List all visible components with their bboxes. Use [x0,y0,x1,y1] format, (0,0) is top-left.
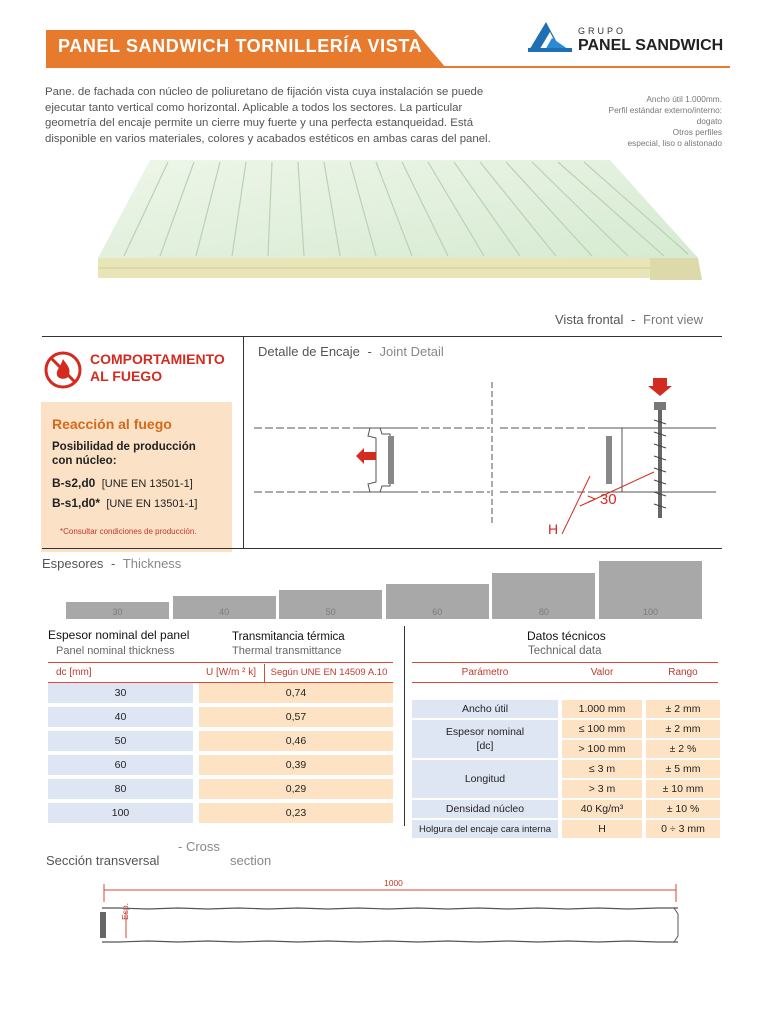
joint-dim-label: > 30 [587,491,617,508]
thickness-bar-label: 60 [432,607,443,617]
thickness-bar-label: 80 [538,607,549,617]
intro-line: disponible en varios materiales, colores y acabados estéticos en ambas caras del panel. [45,132,491,145]
intro-line: geometría del encaje permite un cierre muy fuerte y una perfecta estanqueidad. Está [45,117,474,129]
section-width-label: 1000 [384,878,403,888]
joint-detail-es: Detalle de Encaje [258,344,360,359]
thickness-es: Espesores [42,556,104,571]
table-rule [412,682,718,683]
possibility-line: Posibilidad de producción [52,441,196,453]
transmittance-norm-header: Según UNE EN 14509 A.10 [270,666,388,678]
caption-separator: - [367,344,372,359]
fire-note: *Consultar condiciones de producción. [60,527,197,536]
thickness-cell: 100 [48,803,193,823]
fire-norm: [UNE EN 13501-1] [101,478,193,490]
section-thickness-label: Esp. [120,902,130,920]
range-cell: ± 5 mm [646,760,720,778]
possibility-line: con núcleo: [52,455,117,467]
joint-detail-en: Joint Detail [379,344,444,359]
side-note: Perfil estándar externo/interno: [608,105,722,115]
value-cell: > 3 m [562,780,642,798]
range-cell: 0 ÷ 3 mm [646,820,720,838]
header-divider [264,664,265,682]
thickness-bar-label: 100 [642,607,659,617]
thickness-cell: 50 [48,731,193,751]
transmittance-col-subtitle: Thermal transmittance [232,645,342,657]
page-title: PANEL SANDWICH TORNILLERÍA VISTA [58,36,423,56]
caption-separator: - [111,556,116,571]
cross-section-drawing [88,878,692,958]
caption-separator: - [178,839,183,854]
intro-line: ejecutar tanto vertical como horizontal. Aplicable a todos los sectores. La particular [45,101,463,114]
fire-class: B-s1,d0* [52,496,101,510]
side-note: Otros perfiles [672,127,722,137]
param-cell: Ancho útil [412,700,558,718]
value-cell: H [562,820,642,838]
table-rule [412,662,718,663]
param-cell: Holgura del encaje cara interna [412,820,558,838]
range-cell: ± 2 mm [646,720,720,738]
intro-line: Pane. de fachada con núcleo de poliuretano de fijación vista cuya instalación se puede [45,86,484,98]
thickness-unit-header: dc [mm] [56,666,92,678]
value-cell: > 100 mm [562,740,642,758]
param-line: Espesor nominal [445,726,525,738]
cross-section-caption: Sección transversal [46,853,160,868]
caption-separator: - [631,312,636,327]
joint-h-label: H [548,521,559,537]
side-note: especial, liso o alistonado [627,138,722,148]
tech-data-subtitle: Technical data [528,645,602,657]
transmittance-cell: 0,57 [199,707,393,727]
value-cell: 40 Kg/m³ [562,800,642,818]
cross-section-en-bottom: section [230,853,272,868]
value-cell: ≤ 3 m [562,760,642,778]
param-cell: Longitud [412,760,558,798]
tech-data-title: Datos técnicos [527,629,606,643]
side-note: Ancho útil 1.000mm. [646,94,722,104]
param-line: [dc] [476,740,494,752]
side-note: dogato [696,116,722,126]
range-cell: ± 2 % [646,740,720,758]
value-header: Valor [590,666,614,678]
fire-norm: [UNE EN 13501-1] [106,498,198,510]
fire-title-line: COMPORTAMIENTO [90,351,225,367]
transmittance-cell: 0,23 [199,803,393,823]
range-cell: ± 10 mm [646,780,720,798]
param-header: Parámetro [461,666,509,678]
transmittance-cell: 0,46 [199,731,393,751]
thickness-col-title: Espesor nominal del panel [48,628,190,642]
range-header: Rango [668,666,698,678]
fire-title-line: AL FUEGO [90,368,163,384]
front-view-es: Vista frontal [555,312,624,327]
param-cell: Densidad núcleo [412,800,558,818]
fire-class: B-s2,d0 [52,476,96,490]
cross-section-en: Cross [185,839,220,854]
table-divider [404,626,405,826]
transmittance-col-title: Transmitancia térmica [232,631,345,643]
transmittance-cell: 0,39 [199,755,393,775]
param-cell [412,720,558,758]
reaction-title: Reacción al fuego [52,416,172,432]
value-cell: ≤ 100 mm [562,720,642,738]
thickness-cell: 30 [48,683,193,703]
transmittance-cell: 0,74 [199,683,393,703]
thickness-cell: 80 [48,779,193,799]
table-rule [48,662,393,663]
thickness-col-subtitle: Panel nominal thickness [56,645,175,657]
brand-group-label: GRUPO [578,26,627,36]
transmittance-unit-header: U [W/m ² k] [206,666,256,678]
thickness-en: Thickness [122,556,182,571]
brand-name: PANEL SANDWICH [578,37,724,54]
thickness-cell: 40 [48,707,193,727]
thickness-bar-label: 50 [325,607,336,617]
thickness-bar-label: 40 [219,607,230,617]
transmittance-cell: 0,29 [199,779,393,799]
range-cell: ± 10 % [646,800,720,818]
range-cell: ± 2 mm [646,700,720,718]
thickness-bar-label: 30 [112,607,123,617]
thickness-cell: 60 [48,755,193,775]
cross-section-en-top [178,839,220,854]
front-view-en: Front view [643,312,703,327]
value-cell: 1.000 mm [562,700,642,718]
